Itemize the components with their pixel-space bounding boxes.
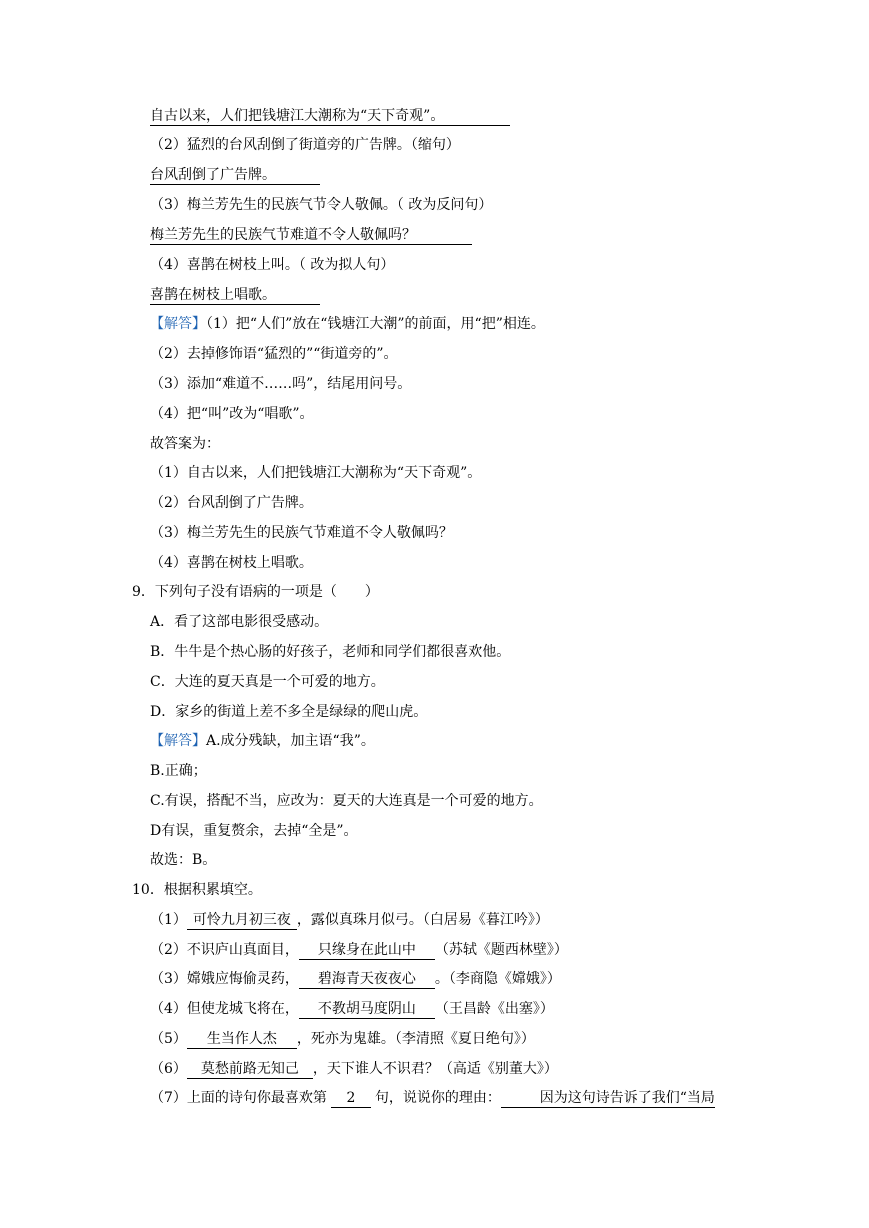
answer-line-4 <box>150 285 320 305</box>
option-a: A．看了这部电影很受感动。 <box>150 614 329 630</box>
question-line-2: （2）猛烈的台风刮倒了街道旁的广告牌。（缩句） <box>150 137 460 153</box>
poem-blank-5: 生当作人杰 <box>187 1030 297 1049</box>
solution-tag: 【解答】 <box>150 733 206 749</box>
answer-4: 喜鹊在树枝上唱歌。 <box>150 286 320 305</box>
answer-line-3 <box>150 225 472 245</box>
poem-blank-3: 碧海青天夜夜心 <box>299 970 435 989</box>
q9-solution-line-a <box>150 731 375 751</box>
poem-item-suffix: （苏轼《题西林壁》） <box>434 942 568 958</box>
poem-item-prefix: （3）嫦娥应悔偷灵药， <box>150 971 299 987</box>
poem-item-suffix: ，死亦为鬼雄。（李清照《夏日绝句》） <box>296 1031 535 1047</box>
solution-tag: 【解答】 <box>150 316 206 332</box>
q9-solution-d: D有误，重复赘余，去掉“全是”。 <box>150 823 358 839</box>
solution-line-4: （4）把“叫”改为“唱歌”。 <box>150 406 314 422</box>
poem-item-suffix: 。（李商隐《嫦娥》） <box>434 971 561 987</box>
poem-item-prefix: （6） <box>150 1061 187 1077</box>
poem-item-7 <box>150 1088 715 1108</box>
poem-item-prefix: （1） <box>150 912 187 928</box>
answer-line-1 <box>150 106 510 126</box>
poem-item-1 <box>150 910 549 930</box>
poem-item-3 <box>150 969 561 989</box>
favorite-line-blank: 2 <box>331 1089 371 1108</box>
question-10-stem: 10．根据积累填空。 <box>132 882 262 898</box>
q9-solution-b: B.正确； <box>150 763 207 779</box>
poem-blank-1: 可怜九月初三夜 <box>187 911 297 930</box>
q9-choice: 故选：B。 <box>150 852 217 868</box>
poem-item-suffix: ，天下谁人不识君？（高适《别董大》） <box>312 1061 558 1077</box>
solution-text-1: （1）把“人们”放在“钱塘江大潮”的前面，用“把”相连。 <box>206 316 545 332</box>
poem-item-prefix: （7）上面的诗句你最喜欢第 <box>150 1090 327 1106</box>
solution-line-3: （3）添加“难道不……吗”，结尾用问号。 <box>150 376 412 392</box>
poem-blank-6: 莫愁前路无知己 <box>187 1060 313 1079</box>
poem-item-suffix: ，露似真珠月似弓。（白居易《暮江吟》） <box>296 912 549 928</box>
poem-blank-4: 不教胡马度阴山 <box>299 1000 435 1019</box>
poem-item-5 <box>150 1029 535 1049</box>
final-answer-label: 故答案为： <box>150 436 220 452</box>
poem-blank-2: 只缘身在此山中 <box>299 941 435 960</box>
solution-line-2: （2）去掉修饰语“猛烈的”“街道旁的”。 <box>150 346 398 362</box>
question-line-4: （4）喜鹊在树枝上叫。（ 改为拟人句） <box>150 257 395 273</box>
option-c: C．大连的夏天真是一个可爱的地方。 <box>150 674 385 690</box>
poem-item-prefix: （2）不识庐山真面目， <box>150 942 299 958</box>
reason-blank: 因为这句诗告诉了我们“当局 <box>501 1089 715 1108</box>
poem-item-mid: 句，说说你的理由： <box>374 1090 501 1106</box>
q9-solution-c: C.有误，搭配不当，应改为：夏天的大连真是一个可爱的地方。 <box>150 793 543 809</box>
solution-line-1 <box>150 314 545 334</box>
question-9-stem: 9．下列句子没有语病的一项是（ ） <box>132 584 379 600</box>
poem-item-prefix: （5） <box>150 1031 187 1047</box>
poem-item-suffix: （王昌龄《出塞》） <box>434 1001 554 1017</box>
option-d: D．家乡的街道上差不多全是绿绿的爬山虎。 <box>150 704 428 720</box>
poem-item-2 <box>150 940 568 960</box>
poem-item-4 <box>150 999 554 1019</box>
answer-3: 梅兰芳先生的民族气节难道不令人敬佩吗？ <box>150 226 472 245</box>
final-answer-1: （1）自古以来，人们把钱塘江大潮称为“天下奇观”。 <box>150 465 482 481</box>
q9-solution-a: A.成分残缺，加主语“我”。 <box>206 733 375 749</box>
answer-2: 台风刮倒了广告牌。 <box>150 166 320 185</box>
poem-item-prefix: （4）但使龙城飞将在， <box>150 1001 299 1017</box>
answer-1: 自古以来，人们把钱塘江大潮称为“天下奇观”。 <box>150 107 510 126</box>
poem-item-6 <box>150 1059 558 1079</box>
final-answer-2: （2）台风刮倒了广告牌。 <box>150 495 313 511</box>
final-answer-4: （4）喜鹊在树枝上唱歌。 <box>150 555 313 571</box>
final-answer-3: （3）梅兰芳先生的民族气节难道不令人敬佩吗？ <box>150 525 453 541</box>
question-line-3: （3）梅兰芳先生的民族气节令人敬佩。（ 改为反问句） <box>150 197 493 213</box>
answer-line-2 <box>150 165 320 185</box>
option-b: B．牛牛是个热心肠的好孩子，老师和同学们都很喜欢他。 <box>150 644 511 660</box>
